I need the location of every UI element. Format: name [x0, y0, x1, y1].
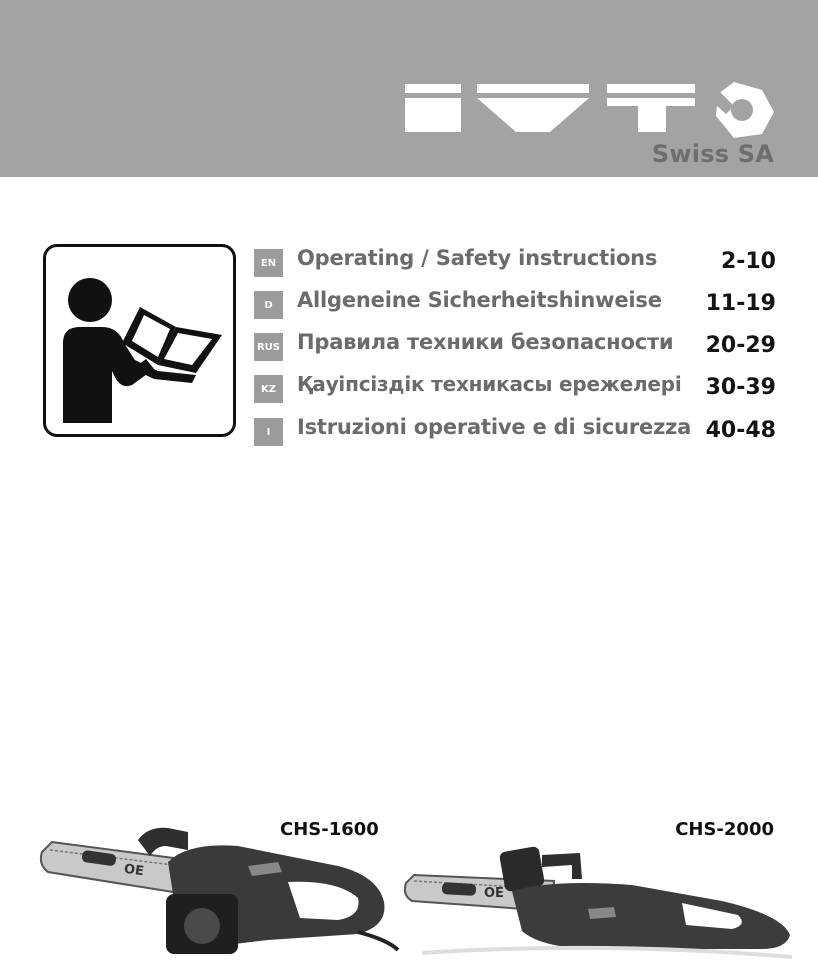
- lang-code-badge: D: [254, 291, 283, 319]
- lang-code-badge: KZ: [254, 375, 283, 403]
- header-banner: [0, 0, 818, 177]
- model-label-chs-1600: CHS-1600: [280, 819, 379, 840]
- person-reading-manual-icon: [46, 247, 233, 434]
- model-label-chs-2000: CHS-2000: [675, 819, 774, 840]
- lang-title: Operating / Safety instructions: [297, 246, 658, 270]
- lang-pages: 20-29: [705, 333, 776, 358]
- svg-text:OE: OE: [122, 861, 145, 880]
- ivt-logo: [400, 80, 780, 140]
- lang-pages: 11-19: [705, 291, 776, 316]
- lang-row-d: [254, 288, 776, 320]
- svg-text:OE: OE: [484, 886, 504, 901]
- lang-row-i: [254, 415, 776, 447]
- lang-row-en: [254, 246, 776, 278]
- lang-row-rus: [254, 330, 776, 362]
- read-manual-pictogram: [43, 244, 236, 437]
- brand-subtitle: Swiss SA: [651, 140, 774, 168]
- lang-title: Istruzioni operative e di sicurezza: [297, 415, 692, 439]
- hex-nut-icon: [708, 82, 774, 138]
- lang-code-badge: I: [254, 418, 283, 446]
- lang-pages: 40-48: [705, 418, 776, 443]
- lang-code-badge: EN: [254, 249, 283, 277]
- lang-pages: 2-10: [720, 249, 776, 274]
- lang-title: Allgeneine Sicherheitshinweise: [297, 288, 662, 312]
- lang-code-badge: RUS: [254, 333, 283, 361]
- lang-pages: 30-39: [705, 375, 776, 400]
- chainsaw-chs-1600-image: [38, 822, 400, 965]
- lang-title: Қауіпсіздік техникасы ережелері: [297, 372, 682, 396]
- lang-title: Правила техники безопасности: [297, 330, 674, 354]
- lang-row-kz: [254, 372, 776, 404]
- chainsaw-chs-2000-image: [402, 845, 794, 965]
